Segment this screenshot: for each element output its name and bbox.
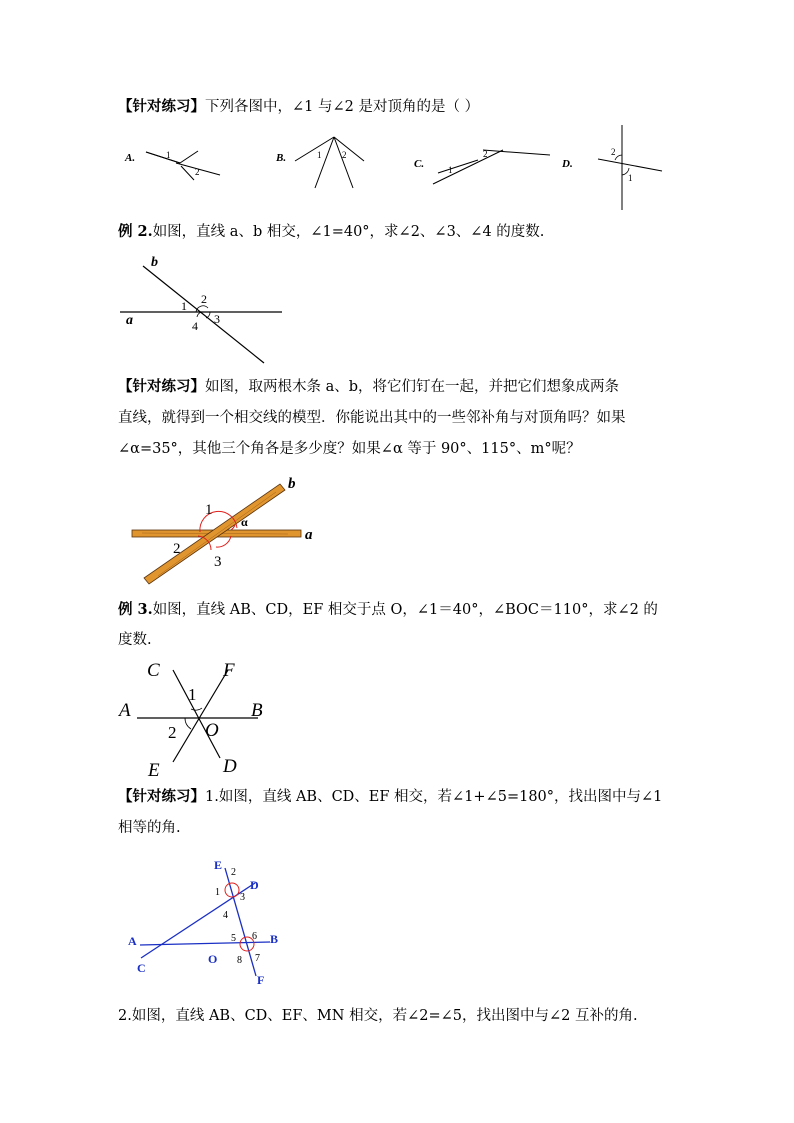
ex2-n2: 2 xyxy=(201,292,207,306)
q2-line1 xyxy=(118,377,619,397)
q2-arc-3 xyxy=(216,536,231,547)
q2-n2: 2 xyxy=(173,541,181,557)
q2-alpha: α xyxy=(241,515,248,529)
q2-figure xyxy=(118,470,338,590)
q1-b-n2: 2 xyxy=(342,150,347,160)
q1-d-line2 xyxy=(598,159,662,171)
ex2-text: 如图，直线 a、b 相交，∠1=40°，求∠2、∠3、∠4 的度数. xyxy=(152,224,545,240)
q3-n4: 4 xyxy=(223,910,228,921)
q1-b-line2 xyxy=(315,137,334,188)
q4-line: 2.如图，直线 AB、CD、EF、MN 相交，若∠2=∠5，找出图中与∠2 互补的角. xyxy=(118,1008,638,1024)
q3-label-E: E xyxy=(214,858,223,872)
q3-label-D: D xyxy=(250,878,259,892)
ex2-line-b xyxy=(143,266,264,363)
q1-c-line1 xyxy=(433,150,503,184)
q3-n1: 1 xyxy=(215,887,220,898)
q1-fig-c-label: C. xyxy=(414,158,425,170)
q1-c-n1: 1 xyxy=(448,165,453,175)
q1-c-n2: 2 xyxy=(483,149,488,159)
q1-a-n1: 1 xyxy=(166,150,171,160)
ex2-label-a: a xyxy=(126,313,133,328)
ex3-label-B: B xyxy=(251,700,263,721)
q3-label-O: O xyxy=(208,952,218,966)
q3-text1: 1.如图，直线 AB、CD、EF 相交，若∠1+∠5=180°，找出图中与∠1 xyxy=(205,789,663,805)
q1-line xyxy=(118,97,479,117)
q3-label-A: A xyxy=(128,934,137,948)
ex3-label-E: E xyxy=(148,760,160,781)
ex3-label-F: F xyxy=(223,660,235,681)
ex3-line2: 度数. xyxy=(118,632,152,648)
q1-d-n1: 1 xyxy=(628,173,633,183)
ex3-n2: 2 xyxy=(168,723,177,742)
ex3-n1: 1 xyxy=(188,685,197,704)
ex3-line1 xyxy=(118,600,658,620)
q1-text: 下列各图中，∠1 与∠2 是对顶角的是（ ） xyxy=(205,99,480,115)
q1-fig-d-label: D. xyxy=(562,158,573,170)
ex2-n4: 4 xyxy=(192,319,198,333)
ex3-label-A: A xyxy=(119,700,131,721)
q3-n7: 7 xyxy=(255,953,260,964)
q1-figures xyxy=(118,125,678,215)
q1-b-n1: 1 xyxy=(317,150,322,160)
q1-fig-b xyxy=(275,137,364,188)
q2-text1: 如图，取两根木条 a、b，将它们钉在一起，并把它们想象成两条 xyxy=(205,379,620,395)
q3-arc-upper xyxy=(225,883,239,897)
q3-line1 xyxy=(118,787,662,807)
q1-tag: 【针对练习】 xyxy=(118,98,205,115)
q2-tag: 【针对练习】 xyxy=(118,378,205,395)
q2-line2: 直线，就得到一个相交线的模型．你能说出其中的一些邻补角与对顶角吗？如果 xyxy=(118,410,626,426)
ex3-label-D: D xyxy=(223,756,237,777)
q1-fig-d xyxy=(561,125,662,210)
q1-b-line1 xyxy=(295,137,334,161)
ex2-n3: 3 xyxy=(214,312,220,326)
q2-label-b: b xyxy=(288,476,296,492)
q2-n3: 3 xyxy=(214,554,222,570)
q1-a-line4 xyxy=(181,166,194,180)
q1-fig-c xyxy=(414,149,550,184)
q1-fig-a-label: A. xyxy=(125,152,136,164)
ex2-label-b: b xyxy=(151,255,158,270)
q2-label-a: a xyxy=(305,527,313,543)
q3-n3: 3 xyxy=(240,892,245,903)
q3-label-C: C xyxy=(137,961,146,975)
q1-d-n2: 2 xyxy=(611,147,616,157)
q1-fig-a xyxy=(124,150,220,180)
q3-n5: 5 xyxy=(231,933,236,944)
q1-c-line3 xyxy=(438,160,478,173)
q3-line-ab xyxy=(140,942,270,945)
ex3-figure xyxy=(118,652,288,780)
q3-n8: 8 xyxy=(237,955,242,966)
ex3-line-ef xyxy=(173,670,228,762)
ex2-figure xyxy=(118,248,298,368)
q3-label-F: F xyxy=(257,973,265,987)
ex3-tag: 例 3. xyxy=(118,601,153,618)
q3-line2: 相等的角. xyxy=(118,820,181,836)
q3-tag: 【针对练习】 xyxy=(118,788,205,805)
ex3-text1: 如图，直线 AB、CD，EF 相交于点 O，∠1＝40°，∠BOC＝110°，求∠2 的 xyxy=(152,602,658,618)
ex3-label-C: C xyxy=(147,660,160,681)
q1-fig-b-label: B. xyxy=(276,152,287,164)
q1-a-n2: 2 xyxy=(195,167,200,177)
ex2-line xyxy=(118,222,544,242)
q1-a-line2 xyxy=(180,151,198,163)
q3-n6: 6 xyxy=(252,931,257,942)
q3-figure xyxy=(118,850,298,990)
ex3-line-cd xyxy=(173,670,220,758)
ex2-tag: 例 2. xyxy=(118,223,153,240)
q1-c-line2 xyxy=(483,150,550,155)
q2-line3: ∠α=35°，其他三个角各是多少度？如果∠α 等于 90°、115°、m°呢？ xyxy=(118,441,581,457)
q3-n2: 2 xyxy=(231,867,236,878)
q2-n1: 1 xyxy=(205,502,213,518)
ex3-label-O: O xyxy=(205,720,219,741)
ex2-n1: 1 xyxy=(181,299,187,313)
q3-label-B: B xyxy=(270,932,279,946)
